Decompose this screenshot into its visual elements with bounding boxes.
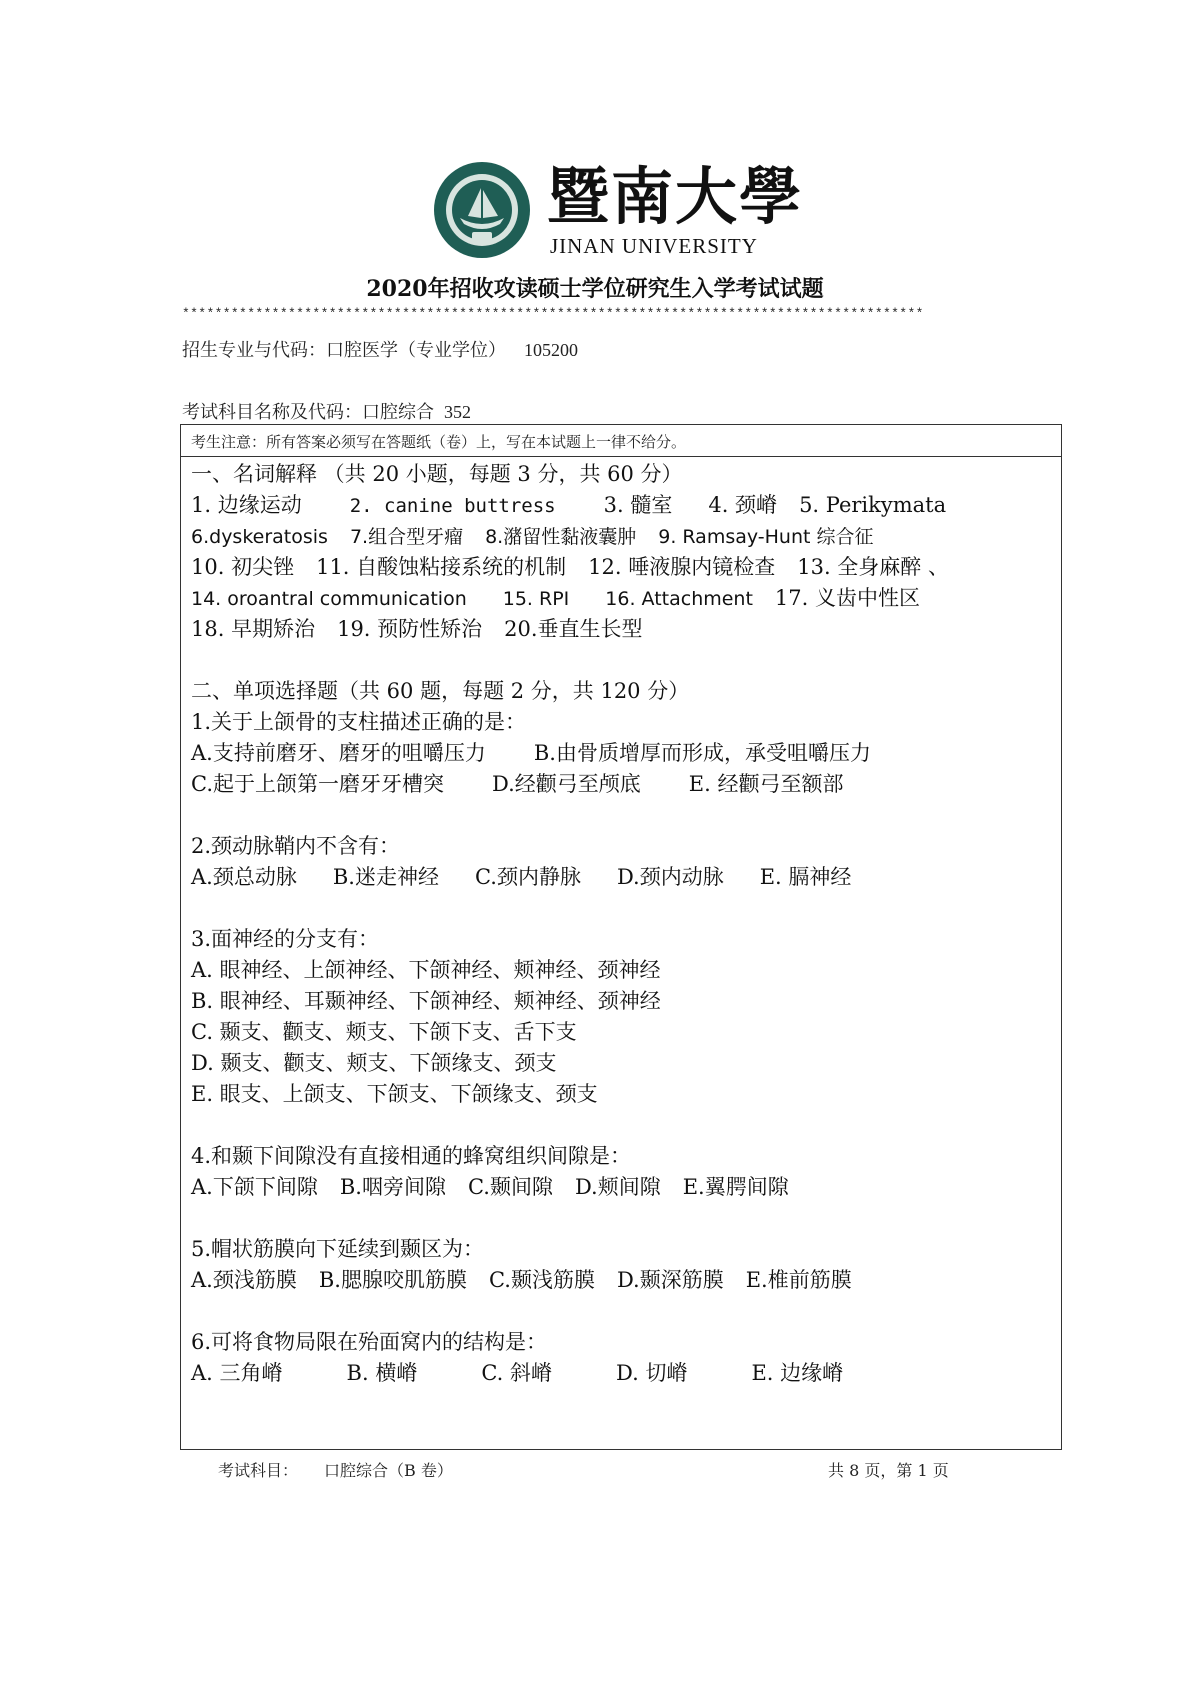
term-item: 3. 髓室 [603, 493, 673, 517]
q2-option-e: E. 膈神经 [759, 865, 852, 889]
term-item: 4. 颈嵴 [708, 493, 778, 517]
footer-page-info: 共 8 页，第 1 页 [828, 1461, 949, 1480]
term-item: 15. RPI [502, 588, 570, 610]
q3-option-b: B. 眼神经、耳颞神经、下颌神经、颊神经、颈神经 [191, 989, 661, 1013]
q4-option-e: E.翼腭间隙 [682, 1175, 789, 1199]
q4-stem: 4.和颞下间隙没有直接相通的蜂窝组织间隙是： [191, 1144, 632, 1168]
term-item: 9. Ramsay-Hunt 综合征 [658, 526, 874, 548]
q1-option-e: E. 经颧弓至额部 [688, 772, 844, 796]
question-content [191, 459, 1051, 1389]
subject-code: 352 [444, 402, 471, 422]
q5-option-e: E.椎前筋膜 [745, 1268, 852, 1292]
q1-options-row1 [191, 738, 1051, 769]
q3-option-e: E. 眼支、上颌支、下颌支、下颌缘支、颈支 [191, 1082, 598, 1106]
q6-options [191, 1358, 1051, 1389]
q2-option-a: A.颈总动脉 [191, 865, 297, 889]
q4-option-a: A.下颌下间隙 [191, 1175, 318, 1199]
q3-option-a: A. 眼神经、上颌神经、下颌神经、颊神经、颈神经 [191, 958, 661, 982]
term-item: 2. canine buttress [349, 495, 556, 517]
q6-option-e: E. 边缘嵴 [751, 1361, 844, 1385]
q1-option-c: C.起于上颌第一磨牙牙槽突 [191, 772, 444, 796]
term-item: 10. 初尖锉 [191, 555, 295, 579]
term-item: 16. Attachment [605, 588, 753, 610]
q2-option-b: B.迷走神经 [332, 865, 439, 889]
term-line-4 [191, 583, 1051, 614]
q5-stem: 5.帽状筋膜向下延续到颞区为： [191, 1237, 485, 1261]
university-logo [432, 160, 804, 260]
q5-option-b: B.腮腺咬肌筋膜 [318, 1268, 467, 1292]
exam-title: 2020年招收攻读硕士学位研究生入学考试试题 [366, 276, 824, 302]
section2-title: 二、单项选择题（共 60 题，每题 2 分，共 120 分） [191, 679, 690, 703]
subject-label: 考试科目名称及代码：口腔综合 [182, 402, 434, 423]
q6-option-a: A. 三角嵴 [191, 1361, 283, 1385]
q1-option-d: D.经颧弓至颅底 [492, 772, 641, 796]
footer-subject-value: 口腔综合（B 卷） [324, 1461, 453, 1480]
q1-stem: 1.关于上颌骨的支柱描述正确的是： [191, 710, 527, 734]
q5-options [191, 1265, 1051, 1296]
term-item: 6.dyskeratosis [191, 526, 328, 548]
term-item: 7.组合型牙瘤 [349, 526, 464, 548]
university-name-cn: 暨南大學 [547, 160, 804, 233]
term-item: 14. oroantral communication [191, 588, 467, 610]
q3-option-c: C. 颞支、颧支、颊支、下颌下支、舌下支 [191, 1020, 577, 1044]
question-box [180, 424, 1062, 1450]
q5-option-d: D.颞深筋膜 [616, 1268, 724, 1292]
term-line-2 [191, 521, 1051, 552]
university-seal-icon [432, 160, 532, 260]
notice-text: 考生注意：所有答案必须写在答题纸（卷）上，写在本试题上一律不给分。 [191, 433, 687, 451]
term-item: 12. 唾液腺内镜检查 [588, 555, 776, 579]
q4-options [191, 1172, 1051, 1203]
term-item: 11. 自酸蚀粘接系统的机制 [316, 555, 567, 579]
subject-info [182, 398, 471, 424]
q6-option-d: D. 切嵴 [616, 1361, 688, 1385]
q6-option-b: B. 横嵴 [346, 1361, 418, 1385]
major-code: 105200 [524, 340, 578, 360]
section1-title: 一、名词解释 （共 20 小题，每题 3 分，共 60 分） [191, 462, 683, 486]
q6-stem: 6.可将食物局限在殆面窝内的结构是： [191, 1330, 548, 1354]
term-item: 18. 早期矫治 [191, 617, 316, 641]
q3-stem: 3.面神经的分支有： [191, 927, 380, 951]
term-item: 17. 义齿中性区 [774, 586, 920, 610]
term-item: 20.垂直生长型 [504, 617, 643, 641]
footer-subject [218, 1458, 453, 1481]
q4-option-d: D.颊间隙 [574, 1175, 661, 1199]
q3-option-d: D. 颞支、颧支、颊支、下颌缘支、颈支 [191, 1051, 557, 1075]
q6-option-c: C. 斜嵴 [481, 1361, 552, 1385]
term-item: 8.潴留性黏液囊肿 [485, 526, 637, 548]
q5-option-a: A.颈浅筋膜 [191, 1268, 297, 1292]
term-item: 19. 预防性矫治 [337, 617, 483, 641]
q1-options-row2 [191, 769, 1051, 800]
term-line-5 [191, 614, 1051, 645]
q1-option-a: A.支持前磨牙、磨牙的咀嚼压力 [191, 741, 486, 765]
term-item: 13. 全身麻醉 、 [797, 555, 949, 579]
term-line-3 [191, 552, 1051, 583]
term-line-1 [191, 490, 1051, 521]
major-info [182, 336, 578, 362]
q2-options [191, 862, 1051, 893]
major-label: 招生专业与代码：口腔医学（专业学位） [182, 340, 506, 361]
q5-option-c: C.颞浅筋膜 [488, 1268, 595, 1292]
q2-option-d: D.颈内动脉 [616, 865, 724, 889]
term-item: 1. 边缘运动 [191, 493, 302, 517]
q1-option-b: B.由骨质增厚而形成，承受咀嚼压力 [533, 741, 871, 765]
star-divider: ******************************************************************************************* [182, 306, 924, 321]
q4-option-b: B.咽旁间隙 [339, 1175, 446, 1199]
q4-option-c: C.颞间隙 [467, 1175, 553, 1199]
term-item: 5. Perikymata [799, 493, 947, 517]
footer-subject-label: 考试科目： [218, 1461, 299, 1480]
q2-option-c: C.颈内静脉 [474, 865, 581, 889]
q2-stem: 2.颈动脉鞘内不含有： [191, 834, 401, 858]
notice-row [181, 425, 1061, 457]
university-name-en: JINAN UNIVERSITY [550, 234, 758, 258]
